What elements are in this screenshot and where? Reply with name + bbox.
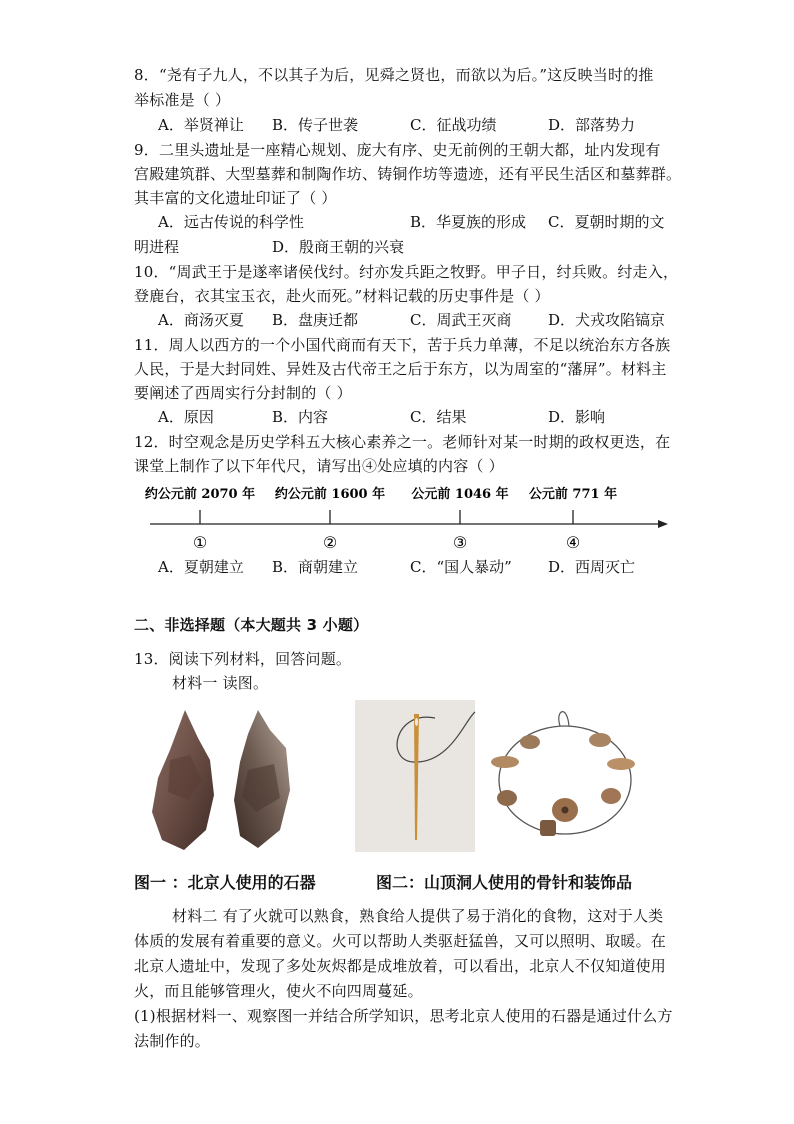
q9-option-b[interactable]: B．华夏族的形成	[410, 213, 527, 231]
q12-option-b[interactable]: B．商朝建立	[272, 558, 359, 576]
timeline-marker-3: ③	[452, 533, 468, 552]
q12-stem-line1: 12．时空观念是历史学科五大核心素养之一。老师针对某一时期的政权更迭，在	[134, 433, 671, 451]
q13-stem: 13．阅读下列材料，回答问题。	[134, 650, 352, 668]
q9-stem-line3: 其丰富的文化遗址印证了（ ）	[134, 189, 337, 207]
q9-option-d[interactable]: D．殷商王朝的兴衰	[272, 238, 405, 256]
timeline-ruler	[140, 482, 670, 552]
q13-sub1-line1: (1)根据材料一、观察图一并结合所学知识，思考北京人使用的石器是通过什么方	[134, 1007, 673, 1025]
q12-stem-line2: 课堂上制作了以下年代尺，请写出④处应填的内容（ ）	[134, 457, 504, 475]
timeline-label-3: 公元前 1046 年	[411, 487, 509, 502]
q10-stem-line2: 登鹿台，衣其宝玉衣，赴火而死。”材料记载的历史事件是（ ）	[134, 287, 550, 305]
q8-stem-line2: 举标准是（ ）	[134, 91, 231, 109]
q12-option-d[interactable]: D．西周灭亡	[548, 558, 636, 576]
fig1-caption: 图一 ：北京人使用的石器	[134, 873, 316, 892]
q10-option-c[interactable]: C．周武王灭商	[410, 311, 512, 329]
q9-option-c[interactable]: C．夏朝时期的文	[548, 213, 665, 231]
q13-material2-line4: 火，而且能够管理火，使火不向四周蔓延。	[134, 982, 423, 1000]
q11-stem-line1: 11．周人以西方的一个小国代商而有天下，苦于兵力单薄，不足以统治东方各族	[134, 336, 671, 354]
q12-option-a[interactable]: A．夏朝建立	[158, 558, 244, 576]
timeline-marker-1: ①	[192, 533, 208, 552]
q11-option-a[interactable]: A．原因	[158, 408, 214, 426]
q9-stem-line1: 9．二里头遗址是一座精心规划、庞大有序、史无前例的王朝大都，址内发现有	[134, 141, 661, 159]
timeline-label-1: 约公元前 2070 年	[144, 487, 256, 502]
timeline-arrow-icon	[658, 520, 668, 528]
timeline-marker-4: ④	[565, 533, 581, 552]
necklace-shell-1	[491, 756, 519, 768]
q11-option-c[interactable]: C．结果	[410, 408, 467, 426]
q11-option-b[interactable]: B．内容	[272, 408, 329, 426]
q10-option-b[interactable]: B．盘庚迁都	[272, 311, 359, 329]
q9-option-a[interactable]: A．远古传说的科学性	[158, 213, 304, 231]
q12-option-c[interactable]: C．“国人暴动”	[410, 558, 512, 576]
q10-option-d[interactable]: D．犬戎攻陷镐京	[548, 311, 666, 329]
section-title: 二、非选择题（本大题共 3 小题）	[134, 616, 369, 634]
q8-stem-line1: 8．“尧有子九人，不以其子为后，见舜之贤也，而欲以为后。”这反映当时的推	[134, 66, 654, 84]
timeline-label-4: 公元前 771 年	[528, 487, 618, 502]
q8-option-d[interactable]: D．部落势力	[548, 116, 636, 134]
fig2-caption: 图二：山顶洞人使用的骨针和装饰品	[376, 873, 633, 892]
stone-tools-image	[140, 700, 340, 860]
timeline-label-2: 约公元前 1600 年	[274, 487, 386, 502]
q10-stem-line1: 10．“周武王于是遂率诸侯伐纣。纣亦发兵距之牧野。甲子日，纣兵败。纣走入，	[134, 263, 679, 281]
q8-option-b[interactable]: B．传子世袭	[272, 116, 359, 134]
q13-sub1-line2: 法制作的。	[134, 1032, 211, 1050]
q11-stem-line2: 人民，于是大封同姓、异姓及古代帝王之后于东方，以为周室的“藩屏”。材料主	[134, 360, 667, 378]
bone-needle-necklace-image	[355, 700, 645, 855]
q10-option-a[interactable]: A．商汤灭夏	[158, 311, 244, 329]
q11-option-d[interactable]: D．影响	[548, 408, 606, 426]
q9-stem-line2: 宫殿建筑群、大型墓葬和制陶作坊、铸铜作坊等遗迹，还有平民生活区和墓葬群。	[134, 165, 682, 183]
q11-stem-line3: 要阐述了西周实行分封制的（ ）	[134, 384, 352, 402]
q8-option-c[interactable]: C．征战功绩	[410, 116, 497, 134]
q13-material2-line2: 体质的发展有着重要的意义。火可以帮助人类驱赶猛兽，又可以照明、取暖。在	[134, 932, 667, 950]
q13-material2-line3: 北京人遗址中，发现了多处灰烬都是成堆放着，可以看出，北京人不仅知道使用	[134, 957, 667, 975]
q8-option-a[interactable]: A．举贤禅让	[158, 116, 244, 134]
q13-material2-line1: 材料二 有了火就可以熟食，熟食给人提供了易于消化的食物，这对于人类	[172, 907, 664, 925]
timeline-marker-2: ②	[322, 533, 338, 552]
q13-material1-label: 材料一 读图。	[172, 674, 269, 692]
q9-option-c-cont: 明进程	[134, 238, 180, 256]
